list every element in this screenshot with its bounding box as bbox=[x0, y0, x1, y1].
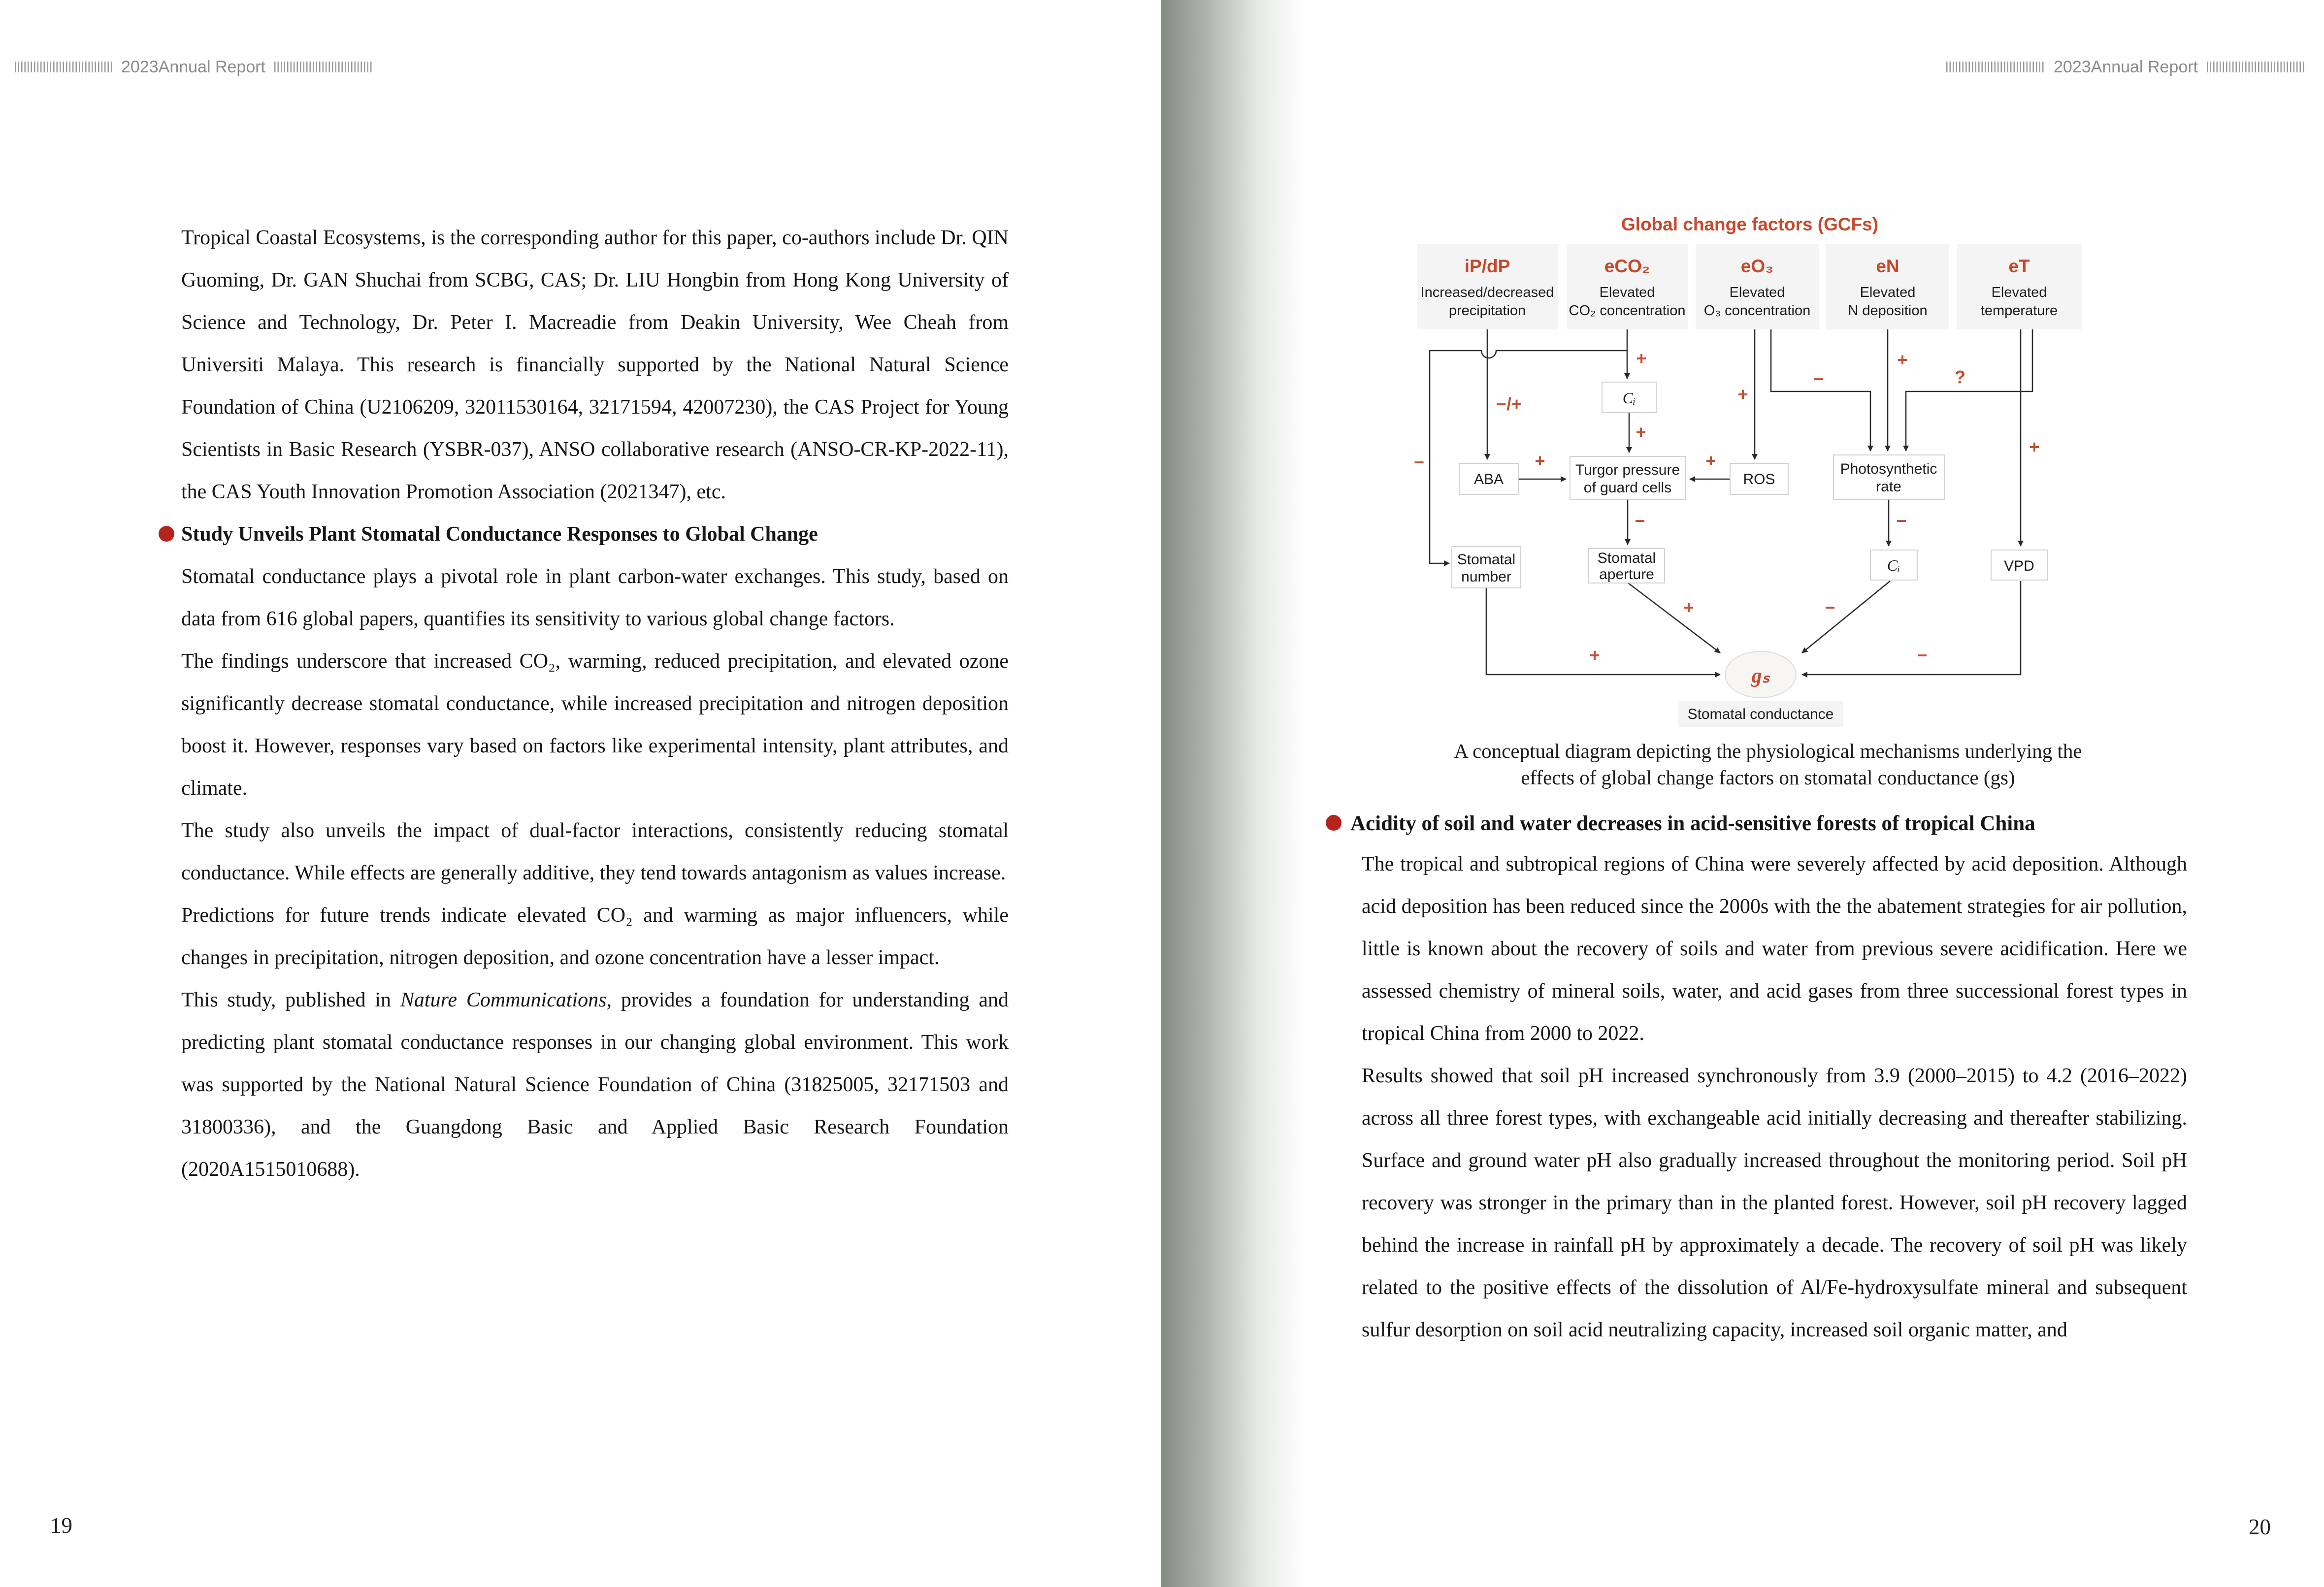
svg-text:Cᵢ: Cᵢ bbox=[1887, 556, 1900, 574]
node-stomatal-aperture bbox=[1589, 549, 1665, 583]
svg-text:eO₃: eO₃ bbox=[1740, 256, 1774, 276]
right-page-body bbox=[1362, 843, 2187, 1351]
svg-text:CO₂ concentration: CO₂ concentration bbox=[1569, 303, 1686, 319]
node-ci-lower bbox=[1870, 550, 1917, 580]
gs-label bbox=[1678, 701, 1843, 727]
svg-text:Elevated: Elevated bbox=[1599, 285, 1655, 300]
svg-text:O₃ concentration: O₃ concentration bbox=[1703, 303, 1811, 319]
svg-text:N deposition: N deposition bbox=[1848, 303, 1928, 319]
node-stomatal-number bbox=[1452, 547, 1521, 588]
factor-box-eco2 bbox=[1567, 244, 1688, 329]
caption-line: A conceptual diagram depicting the physiological mechanisms underlying the bbox=[1454, 740, 2082, 762]
stomatal-conductance-diagram bbox=[1410, 211, 2174, 734]
section-heading-text: Acidity of soil and water decreases in acid-sensitive forests of tropical China bbox=[1350, 812, 2035, 835]
page-number-right: 20 bbox=[2249, 1515, 2271, 1539]
caption-line: effects of global change factors on stomatal conductance (gs) bbox=[1521, 766, 2015, 789]
svg-text:iP/dP: iP/dP bbox=[1464, 256, 1510, 276]
paragraph-text: This study, published in bbox=[181, 989, 400, 1011]
sign-minus: − bbox=[1414, 452, 1425, 472]
svg-text:temperature: temperature bbox=[1980, 303, 2058, 319]
factor-box-en bbox=[1826, 244, 1949, 329]
svg-text:Cᵢ: Cᵢ bbox=[1622, 389, 1636, 407]
sign-plus: + bbox=[1636, 348, 1647, 368]
header-title: 2023Annual Report bbox=[2054, 57, 2198, 76]
sign-minus: − bbox=[1635, 511, 1645, 531]
paragraph: The study also unveils the impact of dual-factor interactions, consistently reducing stomatal conductance. While effects are generally additive, they tend towards antagonism as values increase. bbox=[181, 819, 1009, 884]
section-heading-text: Study Unveils Plant Stomatal Conductance Responses to Global Change bbox=[181, 523, 818, 546]
paragraph: Results showed that soil pH increased synchronously from 3.9 (2000–2015) to 4.2 (2016–2022) across all three forest types, with exchangeable acid initially decreasing and thereafter stabilizing. Surface and ground water pH also gradually increased throughout the monitoring period. Soil pH recovery was stronger in the primary than in the planted forest. However, soil pH recovery lagged behind the increase in rainfall pH by approximately a decade. The recovery of soil pH was likely related to the positive effects of the dissolution of Al/Fe-hydroxysulfate mineral and subsequent sulfur desorption on soil acid neutralizing capacity, increased soil organic matter, and bbox=[1362, 1065, 2187, 1341]
svg-text:Increased/decreased: Increased/decreased bbox=[1420, 285, 1554, 300]
svg-text:eT: eT bbox=[2008, 256, 2030, 276]
sign-plus: + bbox=[1636, 422, 1646, 442]
diagram-connectors bbox=[1430, 329, 2032, 675]
factor-box-eo3 bbox=[1696, 244, 1819, 329]
header-hatch-icon bbox=[15, 62, 112, 72]
svg-text:VPD: VPD bbox=[2004, 558, 2034, 574]
svg-text:Elevated: Elevated bbox=[1729, 285, 1785, 300]
svg-text:gₛ: gₛ bbox=[1751, 665, 1770, 687]
header-hatch-icon bbox=[274, 62, 372, 72]
left-page-body bbox=[181, 217, 1009, 1191]
header-hatch-icon bbox=[1946, 62, 2045, 72]
header-title: 2023Annual Report bbox=[121, 57, 266, 76]
sign-minus-plus: −/+ bbox=[1496, 394, 1522, 414]
svg-text:eN: eN bbox=[1876, 256, 1899, 276]
svg-text:number: number bbox=[1461, 569, 1511, 585]
sign-question: ? bbox=[1955, 367, 1965, 387]
sign-plus: + bbox=[1897, 350, 1908, 370]
sign-plus: + bbox=[1705, 451, 1716, 471]
svg-text:Elevated: Elevated bbox=[1860, 285, 1916, 300]
svg-text:Elevated: Elevated bbox=[1991, 285, 2047, 300]
svg-text:rate: rate bbox=[1876, 479, 1901, 495]
node-turgor-pressure bbox=[1570, 456, 1686, 499]
continued-paragraph: Tropical Coastal Ecosystems, is the corresponding author for this paper, co-authors include Dr. QIN Guoming, Dr. GAN Shuchai from SCBG, CAS; Dr. LIU Hongbin from Hong Kong University of Science and Technology, Dr. Peter I. Macreadie from Deakin University, Wee Cheah from Universiti Malaya. This research is financially supported by the National Natural Science Foundation of China (U2106209, 32011530164, 32171594, 42007230), the CAS Project for Young Scientists in Basic Research (YSBR-037), ANSO collaborative research (ANSO-CR-KP-2022-11), the CAS Youth Innovation Promotion Association (2021347), etc. bbox=[181, 227, 1009, 503]
page-gutter-shadow bbox=[1161, 0, 1305, 1587]
factor-box-et bbox=[1957, 244, 2082, 329]
diagram-signs bbox=[1414, 348, 2040, 665]
svg-text:Photosynthetic: Photosynthetic bbox=[1840, 461, 1937, 477]
diagram-caption bbox=[1349, 738, 2187, 791]
journal-name: Nature Communications bbox=[400, 989, 607, 1011]
node-aba bbox=[1459, 463, 1518, 494]
paragraph: Predictions for future trends indicate elevated CO₂ and warming as major influencers, while changes in precipitation, nitrogen deposition, and ozone concentration have a lesser impact. bbox=[181, 904, 1009, 969]
page-number-left: 19 bbox=[50, 1513, 72, 1538]
paragraph: Stomatal conductance plays a pivotal role in plant carbon-water exchanges. This study, based on data from 616 global papers, quantifies its sensitivity to various global change factors. bbox=[181, 565, 1009, 630]
svg-text:Turgor pressure: Turgor pressure bbox=[1575, 462, 1680, 478]
node-ci-upper bbox=[1602, 382, 1656, 413]
factor-box-ipdp bbox=[1417, 244, 1558, 329]
section-heading bbox=[181, 513, 1009, 555]
sign-plus: + bbox=[2029, 437, 2040, 457]
node-ros bbox=[1730, 463, 1788, 494]
node-photosynthetic-rate bbox=[1833, 455, 1944, 499]
section-bullet-icon bbox=[1326, 815, 1342, 831]
left-page-header bbox=[15, 57, 388, 77]
node-vpd bbox=[1991, 550, 2048, 580]
svg-text:Stomatal: Stomatal bbox=[1597, 550, 1656, 566]
sign-plus: + bbox=[1535, 451, 1545, 471]
node-gs bbox=[1725, 651, 1796, 698]
section-heading bbox=[1350, 803, 2188, 845]
sign-plus: + bbox=[1589, 645, 1600, 665]
paragraph: The tropical and subtropical regions of China were severely affected by acid deposition. Although acid deposition has been reduced since the 2000s with the the abatement strategies for air pollution, little is known about the recovery of soils and water from previous severe acidification. Here we assessed chemistry of mineral soils, water, and acid gases from three successional forest types in tropical China from 2000 to 2022. bbox=[1362, 853, 2187, 1045]
sign-plus: + bbox=[1737, 384, 1748, 404]
section-bullet-icon bbox=[159, 526, 174, 542]
right-page-header bbox=[1946, 57, 2317, 77]
svg-text:ABA: ABA bbox=[1473, 471, 1504, 487]
svg-text:ROS: ROS bbox=[1743, 471, 1775, 487]
sign-plus: + bbox=[1683, 597, 1694, 617]
svg-text:of guard cells: of guard cells bbox=[1583, 480, 1672, 496]
paragraph-text: , provides a foundation for understanding and predicting plant stomatal conductance responses in our changing global environment. This work was supported by the National Natural Science Foundation of China (31825005, 32171503 and 31800336), and the Guangdong Basic and Applied Basic Research Foundation (2020A1515010688). bbox=[181, 989, 1009, 1181]
svg-text:aperture: aperture bbox=[1599, 566, 1654, 583]
paragraph bbox=[181, 979, 1009, 1191]
sign-minus: − bbox=[1825, 597, 1835, 617]
svg-text:precipitation: precipitation bbox=[1448, 303, 1526, 319]
svg-text:Stomatal conductance: Stomatal conductance bbox=[1687, 706, 1834, 722]
paragraph: The findings underscore that increased CO₂, warming, reduced precipitation, and elevated ozone significantly decrease stomatal conductance, while increased precipitation and nitrogen deposition boost it. However, responses vary based on factors like experimental intensity, plant attributes, and climate. bbox=[181, 650, 1009, 800]
header-hatch-icon bbox=[2207, 62, 2305, 72]
diagram-title: Global change factors (GCFs) bbox=[1621, 214, 1879, 234]
sign-minus: − bbox=[1917, 645, 1928, 665]
sign-minus: − bbox=[1896, 511, 1907, 531]
svg-text:eCO₂: eCO₂ bbox=[1604, 256, 1650, 276]
svg-text:Stomatal: Stomatal bbox=[1457, 551, 1516, 568]
sign-minus: − bbox=[1813, 369, 1824, 389]
